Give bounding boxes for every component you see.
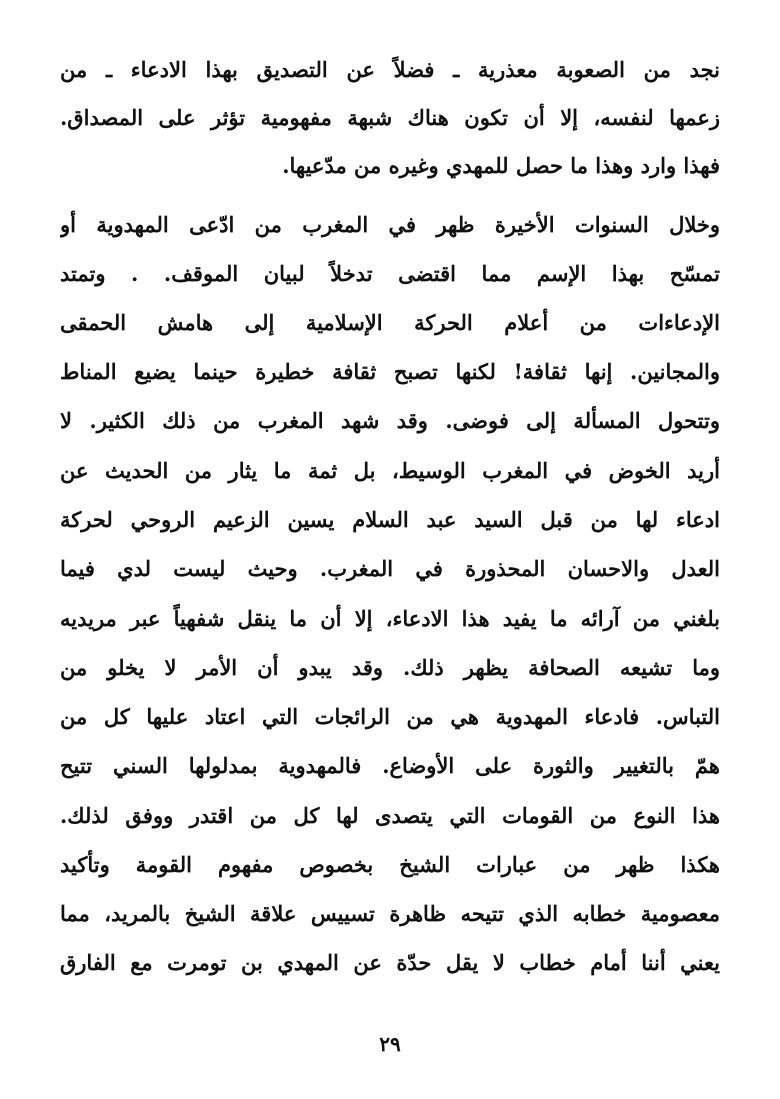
text-line: وخلال السنوات الأخيرة ظهر في المغرب من ادّعى المهدوية أو (60, 212, 720, 237)
text-line: هكذا ظهر من عبارات الشيخ بخصوص مفهوم القومة وتأكيد (60, 852, 720, 877)
text-line: والمجانين. إنها ثقافة! لكنها تصبح ثقافة خطيرة حينما يضيع المناط (60, 359, 720, 384)
text-line: العدل والاحسان المحذورة في المغرب. وحيث ليست لدي فيما (60, 556, 720, 581)
text-line: الإدعاءات من أعلام الحركة الإسلامية إلى هامش الحمقى (60, 310, 720, 335)
text-line: نجد من الصعوبة معذرية ـ فضلاً عن التصديق بهذا الادعاء ـ من (60, 57, 720, 82)
text-line: وما تشيعه الصحافة يظهر ذلك. وقد يبدو أن الأمر لا يخلو من (60, 655, 720, 680)
text-line: ادعاء لها من قبل السيد عبد السلام يسين الزعيم الروحي لحركة (60, 507, 720, 532)
text-line: بلغني من آرائه ما يفيد هذا الادعاء، إلا أن ما ينقل شفهياً عبر مريديه (60, 606, 720, 631)
text-line: أريد الخوض في المغرب الوسيط، بل ثمة ما يثار من الحديث عن (60, 458, 720, 483)
text-line: يعني أننا أمام خطاب لا يقل حدّة عن المهدي بن تومرت مع الفارق (60, 950, 720, 975)
text-line: همّ بالتغيير والثورة على الأوضاع. فالمهدوية بمدلولها السني تتيح (60, 753, 720, 778)
text-line: فهذا وارد وهذا ما حصل للمهدي وغيره من مدّعيها. (282, 153, 720, 178)
text-line: معصومية خطابه الذي تتيحه ظاهرة تسييس علاقة الشيخ بالمريد، مما (60, 901, 720, 926)
text-line: هذا النوع من القومات التي يتصدى لها كل من اقتدر ووفق لذلك. (60, 803, 720, 828)
text-line: وتتحول المسألة إلى فوضى. وقد شهد المغرب من ذلك الكثير. لا (60, 408, 720, 433)
page-number: ٢٩ (379, 1032, 401, 1056)
text-line: تمسّح بهذا الإسم مما اقتضى تدخلاً لبيان الموقف. . وتمتد (60, 261, 720, 286)
text-line: زعمها لنفسه، إلا أن تكون هناك شبهة مفهومية تؤثر على المصداق. (60, 105, 720, 130)
text-line: التباس. فادعاء المهدوية هي من الرائجات التي اعتاد عليها كل من (60, 704, 720, 729)
